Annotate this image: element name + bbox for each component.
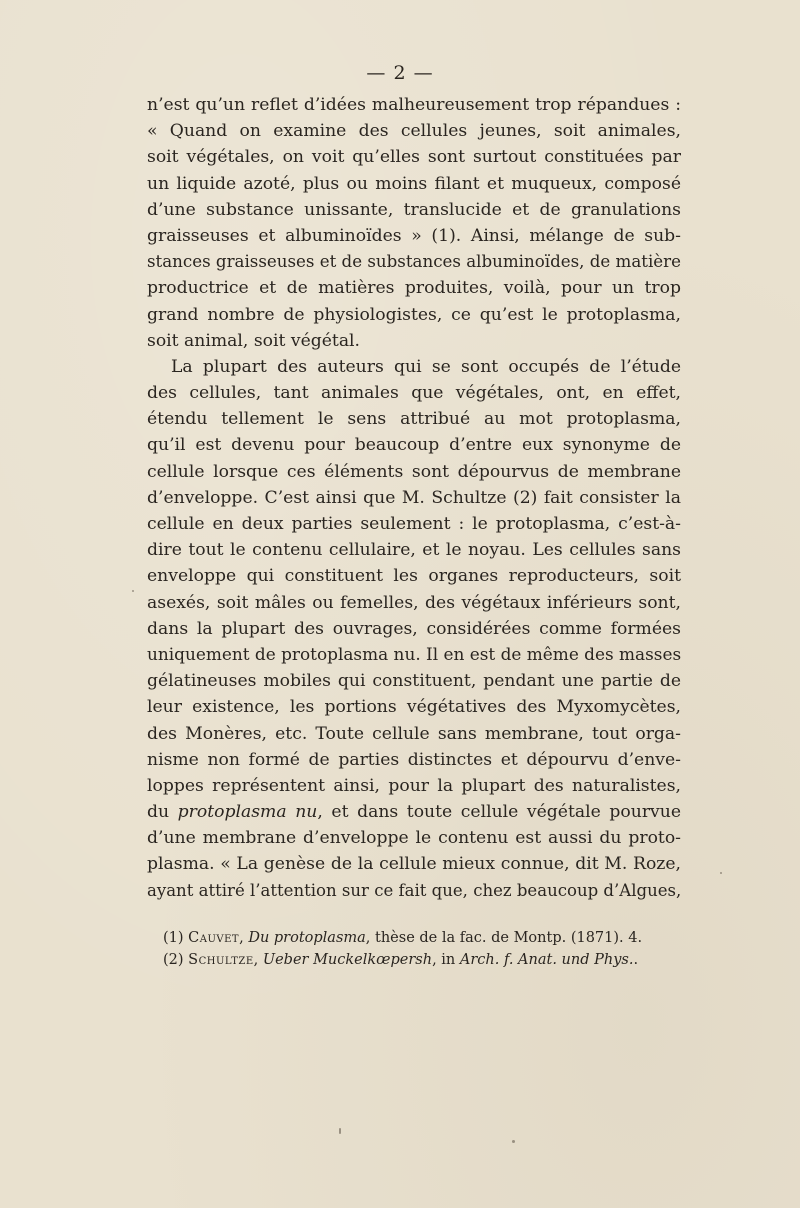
text-line: « Quand on examine des cellules jeunes, soit animales, [147, 121, 681, 142]
text-line: soit végétales, on voit qu’elles sont surtout constituées par [147, 147, 681, 168]
footnote-journal: Arch. f. Anat. und Phys. [459, 952, 634, 968]
footnote-marker: (2) [163, 952, 184, 968]
footnote-1: (1) Cauvet, Du protoplasma, thèse de la fac. de Montp. (1871). 4. [163, 930, 643, 946]
paper-speck [339, 1128, 341, 1134]
text-line: des cellules, tant animales que végétales, ont, en effet, [147, 383, 681, 404]
text-line: grand nombre de physiologistes, ce qu’est le protoplasma, [147, 304, 681, 325]
paragraph-2 [147, 354, 681, 904]
text-line: dire tout le contenu cellulaire, et le noyau. Les cellules sans [147, 540, 681, 561]
text-line: productrice et de matières produites, voilà, pour un trop [147, 278, 681, 299]
text-line: d’enveloppe. C’est ainsi que M. Schultze (2) fait consister la [147, 487, 681, 508]
text-line: asexés, soit mâles ou femelles, des végétaux inférieurs sont, [147, 592, 681, 613]
footnotes [163, 927, 693, 971]
text-line: cellule lorsque ces éléments sont dépourvus de membrane [147, 461, 681, 482]
footnote-title: Ueber Muckelkœpersh [262, 952, 433, 968]
text-line: plasma. « La genèse de la cellule mieux connue, dit M. Roze, [147, 854, 681, 875]
footnote-2: (2) Schultze, Ueber Muckelkœpersh, in Arch. f. Anat. und Phys.. [163, 952, 639, 968]
text-line: gélatineuses mobiles qui constituent, pendant une partie de [147, 671, 681, 692]
text-line: dans la plupart des ouvrages, considérées comme formées [147, 618, 681, 639]
text-line: étendu tellement le sens attribué au mot protoplasma, [147, 409, 681, 430]
text-line: leur existence, les portions végétatives des Myxomycètes, [147, 697, 681, 718]
italic-term: protoplasma nu [177, 802, 318, 823]
text-line: uniquement de protoplasma nu. Il en est de même des masses [147, 644, 682, 665]
text-line: nisme non formé de parties distinctes et dépourvu d’enve- [147, 749, 681, 770]
page-number: — 2 — [366, 62, 434, 84]
text-line: d’une substance unissante, translucide et de granulations [147, 199, 681, 220]
text-line: soit animal, soit végétal. [147, 330, 361, 351]
footnote-marker: (1) [163, 930, 184, 946]
text-line: stances graisseuses et de substances albuminoïdes, de matière [147, 252, 681, 273]
footnote-rest: , thèse de la fac. de Montp. (1871). 4. [365, 930, 643, 946]
text-line: enveloppe qui constituent les organes reproducteurs, soit [147, 566, 681, 587]
paragraph-1 [147, 92, 681, 354]
text-line: un liquide azoté, plus ou moins filant et muqueux, composé [147, 173, 681, 194]
text-line: loppes représentent ainsi, pour la plupart des naturalistes, [147, 775, 681, 796]
text-line: du protoplasma nu, et dans toute cellule végétale pourvue [147, 802, 681, 823]
body-text [147, 92, 681, 904]
text-line: n’est qu’un reflet d’idées malheureusement trop répandues : [147, 95, 681, 115]
paper-speck [512, 1140, 515, 1143]
text-line: qu’il est devenu pour beaucoup d’entre eux synonyme de [147, 435, 681, 456]
footnote-connector: , in [432, 952, 460, 968]
text-line: cellule en deux parties seulement : le protoplasma, c’est-à- [147, 514, 681, 534]
text-line: des Monères, etc. Toute cellule sans membrane, tout orga- [147, 723, 681, 744]
paper-speck [132, 590, 134, 592]
text-line: graisseuses et albuminoïdes » (1). Ainsi, mélange de sub- [147, 225, 681, 246]
footnote-author: Cauvet [188, 930, 240, 946]
paper-speck [720, 872, 722, 874]
text-line: La plupart des auteurs qui se sont occupés de l’étude [171, 356, 681, 377]
footnote-title: Du protoplasma [248, 930, 366, 946]
text-line: d’une membrane d’enveloppe le contenu est aussi du proto- [147, 828, 681, 849]
text-line: ayant attiré l’attention sur ce fait que, chez beaucoup d’Algues, [147, 880, 682, 901]
footnote-author: Schultze [188, 952, 254, 968]
